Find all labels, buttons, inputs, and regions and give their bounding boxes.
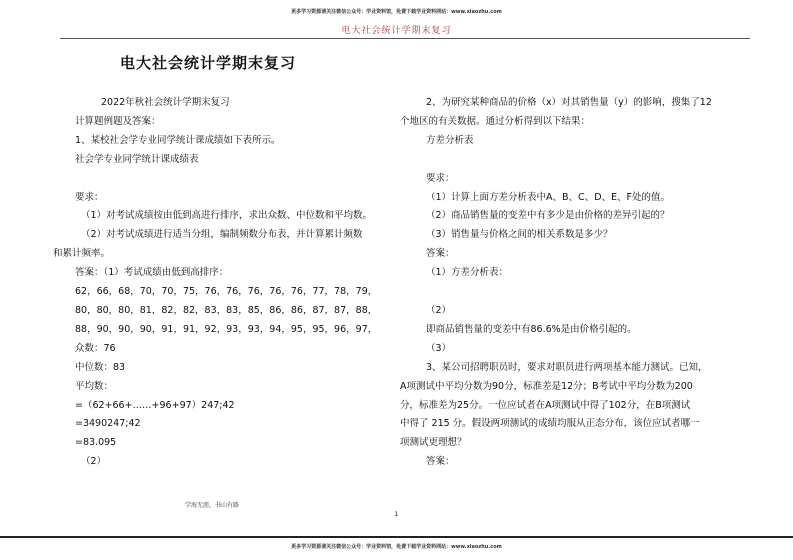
bottom-banner: 更多学习资源请关注微信公众号：学业资料馆，免费下载学业资料网站：www.xiaozhu.com (291, 544, 502, 550)
text-line: （2）对考试成绩进行适当分组，编制频数分布表，并计算累计频数 (81, 229, 363, 241)
text-line: 3、某公司招聘职员时，要求对职员进行两项基本能力测试。已知， (426, 361, 708, 373)
text-line: 答案： (426, 456, 455, 468)
text-line: =3490247;42 (75, 418, 141, 430)
top-banner: 更多学习资源请关注微信公众号：学业资料馆，免费下载学业资料网站：www.xiaozhu.com (291, 9, 502, 15)
text-line: 要求： (426, 172, 455, 184)
text-line: 中位数：83 (75, 361, 126, 373)
text-line: 2、为研究某种商品的价格（x）对其销售量（y）的影响，搜集了12 (426, 97, 712, 108)
text-line: A项测试中平均分数为90分，标准差是12分；B考试中平均分数为200 (400, 380, 693, 392)
text-line: （3）销售量与价格之间的相关系数是多少？ (426, 229, 613, 241)
header-divider (60, 38, 750, 39)
text-line: （1）对考试成绩按由低到高进行排序，求出众数、中位数和平均数。 (81, 210, 373, 222)
document-title: 电大社会统计学期末复习 (120, 54, 297, 72)
text-line: （1）计算上面方差分析表中A、B、C、D、E、F处的值。 (426, 191, 670, 203)
text-line (400, 283, 740, 302)
left-column (53, 94, 395, 472)
text-line: 方差分析表 (426, 134, 474, 146)
footer-note: 学海无涯，书山有路 (185, 502, 240, 509)
text-line: 分，标准差为25分。一位应试者在A项测试中得了102分，在B项测试 (400, 399, 691, 411)
text-line: 即商品销售量的变差中有86.6%是由价格引起的。 (426, 323, 637, 335)
text-line: 要求： (75, 191, 104, 203)
text-line: 80，80，80，81，82，82，83，83，85，86，86，87，87，88， (75, 304, 378, 316)
running-header-title: 电大社会统计学期末复习 (341, 26, 452, 36)
text-line: （2） (426, 304, 452, 316)
text-line: 1、某校社会学专业同学统计课成绩如下表所示。 (75, 134, 281, 146)
text-line: （3） (426, 342, 452, 354)
text-line: 2022年秋社会统计学期末复习 (101, 97, 230, 108)
text-line: =（62+66+……+96+97）247;42 (75, 399, 235, 411)
text-line: （1）方差分析表： (426, 267, 509, 279)
text-line: 众数：76 (75, 342, 116, 354)
text-line: 62，66，68，70，70，75，76，76，76，76，76，77，78，79， (75, 286, 378, 298)
page-number: 1 (394, 511, 399, 518)
right-column (400, 94, 740, 472)
text-line: 计算题例题及答案： (75, 115, 161, 127)
text-line (400, 151, 740, 170)
text-line: 平均数： (75, 380, 114, 392)
footer-divider (0, 536, 793, 538)
text-line: 答案： (426, 248, 455, 260)
text-line: 社会学专业同学统计课成绩表 (75, 153, 199, 165)
text-line: （2）商品销售量的变差中有多少是由价格的差异引起的？ (426, 210, 670, 222)
text-line: 88，90，90，90，91，91，92，93，93，94，95，95，96，97， (75, 323, 378, 335)
text-line: 个地区的有关数据。通过分析得到以下结果： (400, 115, 591, 127)
text-line (75, 170, 395, 189)
text-line: 项测试更理想？ (400, 437, 467, 449)
text-line: 和累计频率。 (53, 248, 111, 260)
text-line: （2） (81, 456, 107, 468)
text-line: =83.095 (75, 437, 117, 449)
text-line: 中得了 215 分。假设两项测试的成绩均服从正态分布，该位应试者哪一 (400, 418, 700, 430)
text-line: 答案：（1）考试成绩由低到高排序： (75, 267, 229, 279)
